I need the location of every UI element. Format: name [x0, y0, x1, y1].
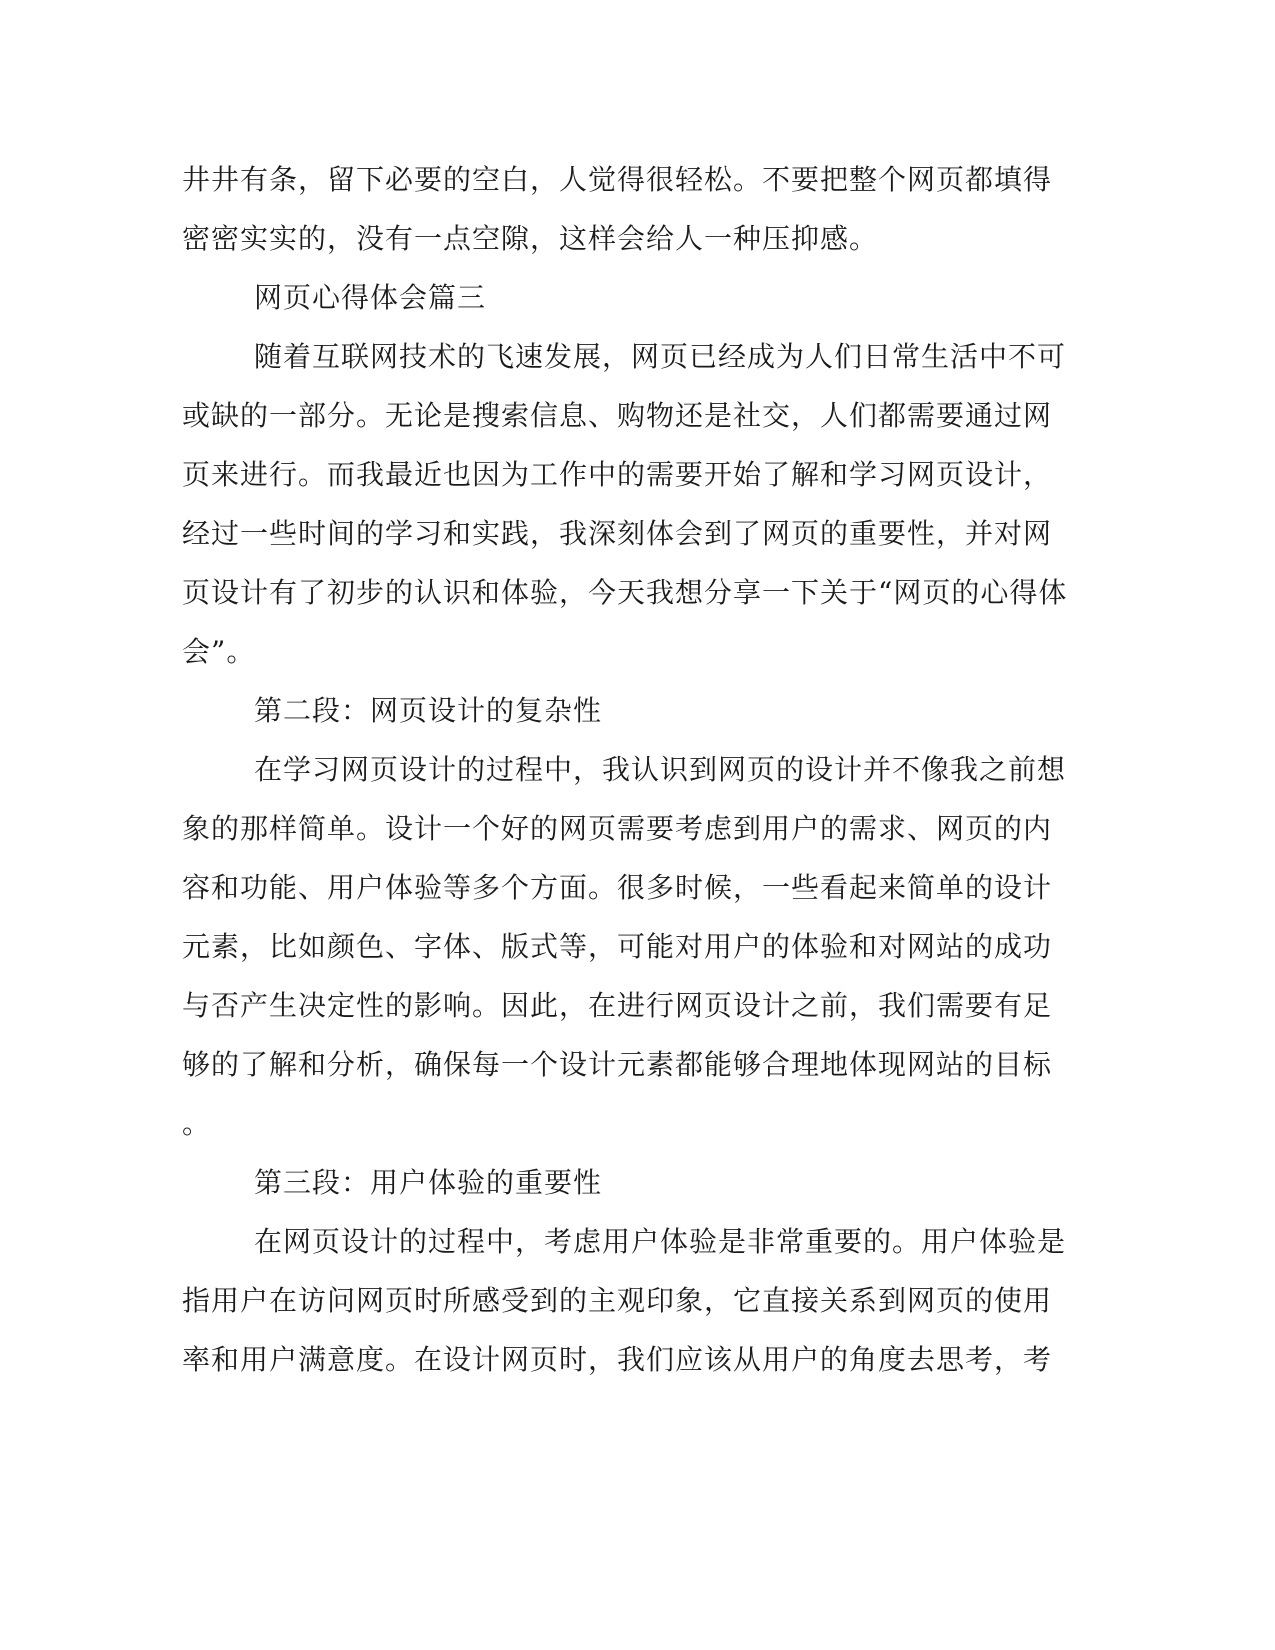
text-line: 指用户在访问网页时所感受到的主观印象，它直接关系到网页的使用 [182, 1284, 1053, 1317]
text-line: 与否产生决定性的影响。因此，在进行网页设计之前，我们需要有足 [182, 989, 1053, 1022]
text-line: 页来进行。而我最近也因为工作中的需要开始了解和学习网页设计， [182, 458, 1053, 491]
text-line: 率和用户满意度。在设计网页时，我们应该从用户的角度去思考，考 [182, 1343, 1053, 1376]
section-heading: 第三段：用户体验的重要性 [254, 1166, 603, 1199]
section-heading: 网页心得体会篇三 [254, 281, 487, 314]
text-line: 容和功能、用户体验等多个方面。很多时候，一些看起来简单的设计 [182, 871, 1053, 904]
text-line: 在学习网页设计的过程中，我认识到网页的设计并不像我之前想 [254, 753, 1067, 786]
text-line: 经过一些时间的学习和实践，我深刻体会到了网页的重要性，并对网 [182, 517, 1053, 550]
text-line: 或缺的一部分。无论是搜索信息、购物还是社交，人们都需要通过网 [182, 399, 1053, 432]
text-line: 象的那样简单。设计一个好的网页需要考虑到用户的需求、网页的内 [182, 812, 1053, 845]
text-line: 够的了解和分析，确保每一个设计元素都能够合理地体现网站的目标 [182, 1048, 1053, 1081]
text-line: 元素，比如颜色、字体、版式等，可能对用户的体验和对网站的成功 [182, 930, 1053, 963]
text-line: 会”。 [182, 635, 256, 668]
text-line: 页设计有了初步的认识和体验，今天我想分享一下关于“网页的心得体 [182, 576, 1068, 609]
text-line: 。 [182, 1107, 212, 1140]
text-line: 随着互联网技术的飞速发展，网页已经成为人们日常生活中不可 [254, 340, 1067, 373]
text-line: 在网页设计的过程中，考虑用户体验是非常重要的。用户体验是 [254, 1225, 1067, 1258]
text-line: 井井有条，留下必要的空白，人觉得很轻松。不要把整个网页都填得 [182, 163, 1053, 196]
text-line: 密密实实的，没有一点空隙，这样会给人一种压抑感。 [182, 222, 879, 255]
section-heading: 第二段：网页设计的复杂性 [254, 694, 603, 727]
